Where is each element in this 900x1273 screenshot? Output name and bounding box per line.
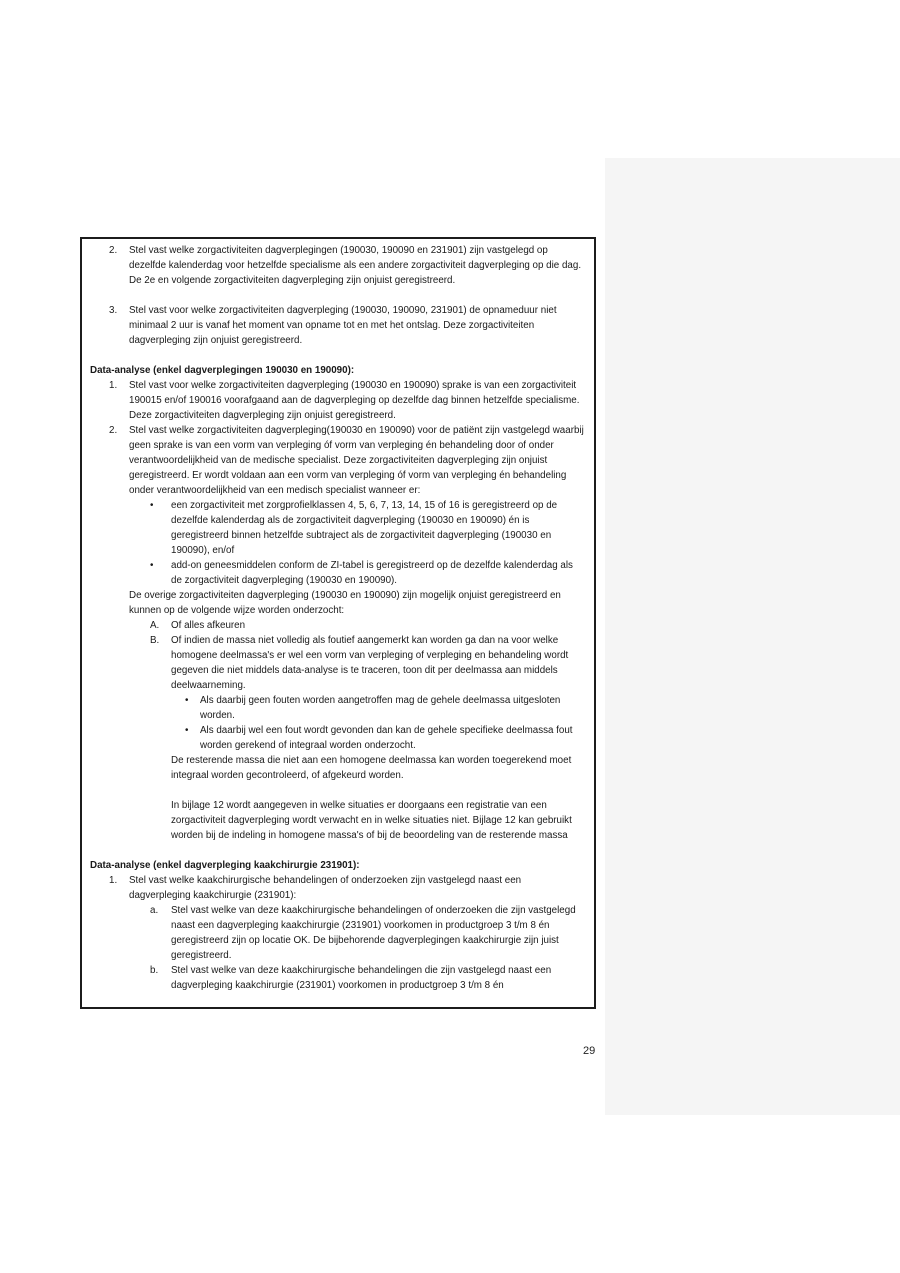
list-item-text: Of alles afkeuren (171, 620, 246, 631)
list-marker: 1. (109, 875, 118, 886)
paragraph: De overige zorgactiviteiten dagverpleging (190030 en 190090) zijn mogelijk onjuist geregistreerd en kunnen op de volgende wijze worden onderzocht: (129, 590, 561, 616)
list-item-text: een zorgactiviteit met zorgprofielklassen 4, 5, 6, 7, 13, 14, 15 of 16 is geregistreerd op de dezelfde kalenderdag als de zorgactiviteit dagverpleging (190030 en 190090) én is geregistreerd binnen hetzelfde subtraject als de zorgactiviteit dagverpleging (190030 en 190090), en/of (171, 500, 558, 556)
spacer (90, 843, 584, 858)
list-item (90, 558, 584, 588)
list-marker: • (185, 725, 189, 736)
list-marker: • (150, 560, 154, 571)
list-marker: 3. (109, 305, 118, 316)
side-panel (605, 158, 900, 1115)
spacer (90, 783, 584, 798)
list-item (90, 723, 584, 753)
list-marker: 1. (109, 380, 118, 391)
list-item (90, 243, 584, 288)
page-number: 29 (583, 1045, 596, 1057)
section-heading: Data-analyse (enkel dagverplegingen 190030 en 190090): (90, 365, 355, 376)
list-item-text: add-on geneesmiddelen conform de ZI-tabel is geregistreerd op de dezelfde kalenderdag als de zorgactiviteit dagverpleging (190030 en 190090). (171, 560, 573, 586)
list-item-text: Stel vast welke zorgactiviteiten dagverpleging(190030 en 190090) voor de patiënt zijn vastgelegd waarbij geen sprake is van een vorm van verpleging óf vorm van verpleging én behandeling door of onder verantwoordelijkheid van de medische specialist. Deze zorgactiviteiten dagverpleging zijn onjuist geregistreerd. Er wordt voldaan aan een vorm van verpleging óf vorm van verpleging én behandeling onder verantwoordelijkheid van een medisch specialist wanneer er: (129, 425, 584, 496)
list-item (90, 963, 584, 993)
list-marker: 2. (109, 245, 118, 256)
list-item (90, 903, 584, 963)
list-item-text: Of indien de massa niet volledig als foutief aangemerkt kan worden ga dan na voor welke homogene deelmassa's er wel een vorm van verpleging of verpleging en behandeling wordt gegeven die niet middels data-analyse is te traceren, toon dit per deelmassa aan middels deelwaarneming. (171, 635, 569, 691)
paragraph: In bijlage 12 wordt aangegeven in welke situaties er doorgaans een registratie van een zorgactiviteit dagverpleging wordt verwacht en in welke situaties niet. Bijlage 12 kan gebruikt worden bij de indeling in homogene massa's of bij de beoordeling van de resterende massa (171, 800, 572, 841)
list-item-text: Stel vast welke van deze kaakchirurgische behandelingen of onderzoeken die zijn vastgelegd naast een dagverpleging kaakchirurgie (231901) voorkomen in productgroep 3 t/m 8 én geregistreerd zijn op locatie OK. De bijbehorende dagverplegingen kaakchirurgie zijn juist geregistreerd. (171, 905, 576, 961)
list-item (90, 618, 584, 633)
list-item (90, 693, 584, 723)
list-item-text: Als daarbij geen fouten worden aangetroffen mag de gehele deelmassa uitgesloten worden. (200, 695, 561, 721)
list-item (90, 873, 584, 903)
content-box (80, 237, 596, 1009)
list-marker: • (150, 500, 154, 511)
list-marker: b. (150, 965, 159, 976)
spacer (90, 348, 584, 363)
paragraph: De resterende massa die niet aan een homogene deelmassa kan worden toegerekend moet integraal worden gecontroleerd, of afgekeurd worden. (171, 755, 572, 781)
list-item-text: Stel vast welke van deze kaakchirurgische behandelingen die zijn vastgelegd naast een dagverpleging kaakchirurgie (231901) voorkomen in productgroep 3 t/m 8 én (171, 965, 552, 991)
list-item (90, 423, 584, 498)
list-item (90, 303, 584, 348)
list-item-text: Stel vast welke kaakchirurgische behandelingen of onderzoeken zijn vastgelegd naast een dagverpleging kaakchirurgie (231901): (129, 875, 522, 901)
spacer (90, 288, 584, 303)
list-item-text: Stel vast voor welke zorgactiviteiten dagverpleging (190030, 190090, 231901) de opnameduur niet minimaal 2 uur is vanaf het moment van opname tot en met het ontslag. Deze zorgactiviteiten dagverpleging zijn onjuist geregistreerd. (129, 305, 557, 346)
list-marker: A. (150, 620, 160, 631)
section-heading: Data-analyse (enkel dagverpleging kaakchirurgie 231901): (90, 860, 360, 871)
list-marker: 2. (109, 425, 118, 436)
list-item-text: Als daarbij wel een fout wordt gevonden dan kan de gehele specifieke deelmassa fout worden gerekend of integraal worden onderzocht. (200, 725, 573, 751)
list-item-text: Stel vast welke zorgactiviteiten dagverplegingen (190030, 190090 en 231901) zijn vastgelegd op dezelfde kalenderdag voor hetzelfde specialisme als een andere zorgactiviteit dagverpleging op die dag. De 2e en volgende zorgactiviteiten dagverpleging zijn onjuist geregistreerd. (129, 245, 582, 286)
list-marker: • (185, 695, 189, 706)
list-marker: B. (150, 635, 160, 646)
list-marker: a. (150, 905, 159, 916)
list-item (90, 498, 584, 558)
list-item (90, 378, 584, 423)
list-item-text: Stel vast voor welke zorgactiviteiten dagverpleging (190030 en 190090) sprake is van een zorgactiviteit 190015 en/of 190016 voorafgaand aan de dagverpleging op dezelfde dag binnen hetzelfde specialisme. Deze zorgactiviteiten dagverpleging zijn onjuist geregistreerd. (129, 380, 580, 421)
list-item (90, 633, 584, 693)
